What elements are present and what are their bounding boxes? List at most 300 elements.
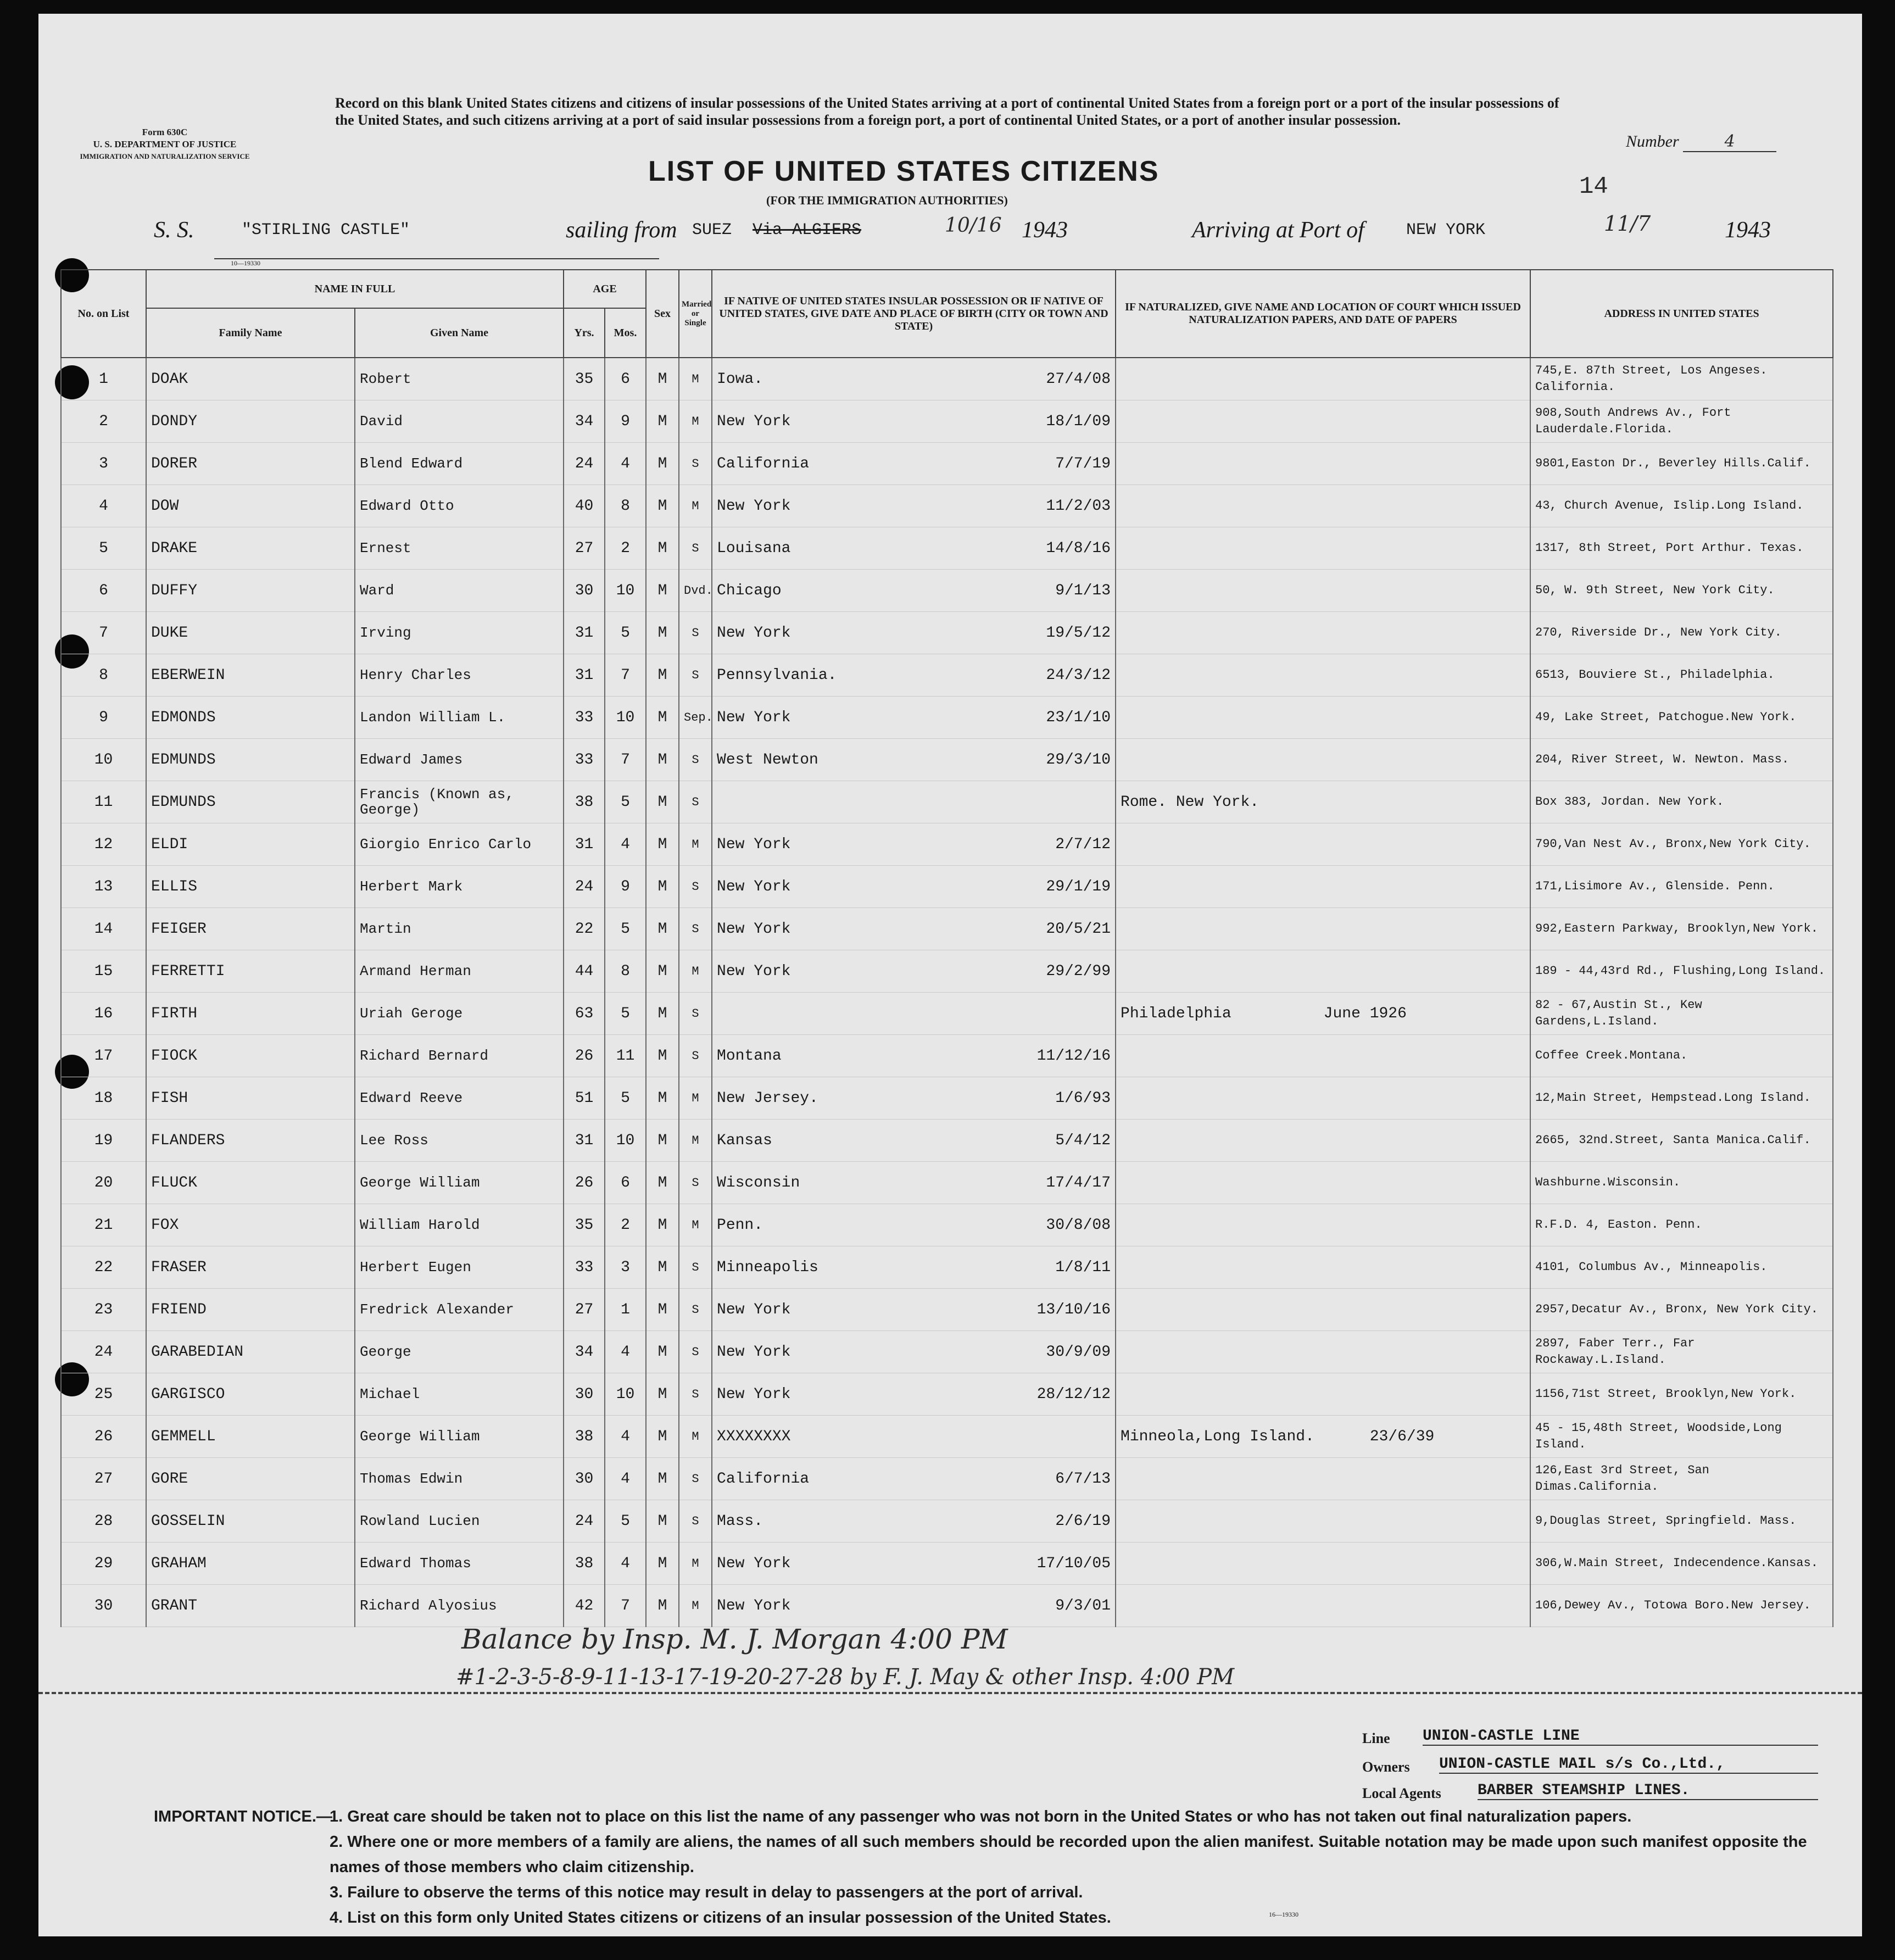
cell-mos: 7 xyxy=(605,654,646,697)
cell-ms: S xyxy=(679,1373,712,1416)
cell-family: GRAHAM xyxy=(146,1543,355,1585)
cell-family: FIOCK xyxy=(146,1035,355,1077)
cell-ms: Sep. xyxy=(679,697,712,739)
table-row xyxy=(61,1543,1833,1585)
list-number: Number 4 xyxy=(1626,132,1776,152)
cell-no: 8 xyxy=(61,654,146,697)
arrive-year: 1943 xyxy=(1725,218,1771,243)
cell-ms: S xyxy=(679,443,712,485)
cell-ms: S xyxy=(679,739,712,781)
cell-given: George xyxy=(355,1331,564,1373)
sailing-from-port: SUEZ xyxy=(692,221,732,240)
cell-no: 11 xyxy=(61,781,146,823)
cell-given: Lee Ross xyxy=(355,1120,564,1162)
cell-sex: M xyxy=(646,485,679,527)
cell-yrs: 40 xyxy=(564,485,605,527)
cell-sex: M xyxy=(646,1035,679,1077)
cell-given: Edward Reeve xyxy=(355,1077,564,1120)
cell-given: Martin xyxy=(355,908,564,950)
cell-no: 2 xyxy=(61,400,146,443)
cell-address: 1317, 8th Street, Port Arthur. Texas. xyxy=(1530,527,1833,570)
agents-label: Local Agents xyxy=(1362,1785,1441,1801)
cell-given: Ward xyxy=(355,570,564,612)
table-row xyxy=(61,1289,1833,1331)
cell-mos: 4 xyxy=(605,1543,646,1585)
cell-nat xyxy=(1116,1077,1530,1120)
cell-yrs: 24 xyxy=(564,443,605,485)
cell-yrs: 30 xyxy=(564,570,605,612)
table-row xyxy=(61,1585,1833,1627)
cell-no: 16 xyxy=(61,993,146,1035)
cell-address: 82 - 67,Austin St., Kew Gardens,L.Island. xyxy=(1530,993,1833,1035)
cell-nat xyxy=(1116,1246,1530,1289)
cell-ms: S xyxy=(679,1035,712,1077)
line-label: Line xyxy=(1362,1730,1390,1746)
cell-family: EDMUNDS xyxy=(146,781,355,823)
cell-yrs: 31 xyxy=(564,1120,605,1162)
cell-mos: 4 xyxy=(605,1331,646,1373)
owners-value: UNION-CASTLE MAIL s/s Co.,Ltd., xyxy=(1439,1756,1818,1774)
cell-family: GEMMELL xyxy=(146,1416,355,1458)
cell-given: Herbert Mark xyxy=(355,866,564,908)
cell-mos: 10 xyxy=(605,1120,646,1162)
notice-heading: IMPORTANT NOTICE.— xyxy=(154,1808,332,1825)
table-row xyxy=(61,1120,1833,1162)
cell-given: William Harold xyxy=(355,1204,564,1246)
cell-sex: M xyxy=(646,993,679,1035)
cell-yrs: 38 xyxy=(564,1416,605,1458)
cell-sex: M xyxy=(646,1416,679,1458)
cell-sex: M xyxy=(646,950,679,993)
cell-yrs: 27 xyxy=(564,527,605,570)
header-yrs: Yrs. xyxy=(564,308,605,358)
cell-family: DUKE xyxy=(146,612,355,654)
table-row xyxy=(61,781,1833,823)
cell-ms: S xyxy=(679,1500,712,1543)
cell-yrs: 44 xyxy=(564,950,605,993)
cell-yrs: 24 xyxy=(564,1500,605,1543)
cell-given: Richard Bernard xyxy=(355,1035,564,1077)
cell-birth: New York 13/10/16 xyxy=(712,1289,1116,1331)
cell-family: FISH xyxy=(146,1077,355,1120)
cell-sex: M xyxy=(646,1585,679,1627)
cell-mos: 7 xyxy=(605,1585,646,1627)
cell-no: 20 xyxy=(61,1162,146,1204)
cell-nat xyxy=(1116,823,1530,866)
cell-family: FRIEND xyxy=(146,1289,355,1331)
cell-no: 27 xyxy=(61,1458,146,1500)
cell-yrs: 51 xyxy=(564,1077,605,1120)
cell-no: 7 xyxy=(61,612,146,654)
cell-mos: 5 xyxy=(605,1077,646,1120)
cell-yrs: 26 xyxy=(564,1162,605,1204)
cell-nat: Philadelphia June 1926 xyxy=(1116,993,1530,1035)
cell-yrs: 31 xyxy=(564,612,605,654)
cell-yrs: 33 xyxy=(564,739,605,781)
cell-family: FLANDERS xyxy=(146,1120,355,1162)
cell-sex: M xyxy=(646,823,679,866)
cell-sex: M xyxy=(646,1331,679,1373)
cell-yrs: 38 xyxy=(564,1543,605,1585)
cell-sex: M xyxy=(646,612,679,654)
cell-nat xyxy=(1116,358,1530,400)
table-row xyxy=(61,527,1833,570)
cell-birth: Chicago 9/1/13 xyxy=(712,570,1116,612)
cell-birth: Pennsylvania. 24/3/12 xyxy=(712,654,1116,697)
table-row xyxy=(61,570,1833,612)
cell-sex: M xyxy=(646,781,679,823)
cell-birth xyxy=(712,781,1116,823)
table-row xyxy=(61,1162,1833,1204)
cell-no: 28 xyxy=(61,1500,146,1543)
cell-family: EDMUNDS xyxy=(146,739,355,781)
cell-birth: Wisconsin 17/4/17 xyxy=(712,1162,1116,1204)
table-row xyxy=(61,358,1833,400)
cell-sex: M xyxy=(646,358,679,400)
cell-given: Michael xyxy=(355,1373,564,1416)
cell-sex: M xyxy=(646,739,679,781)
footer-code: 16—19330 xyxy=(1269,1911,1298,1918)
cell-mos: 9 xyxy=(605,400,646,443)
table-row xyxy=(61,443,1833,485)
cell-ms: S xyxy=(679,781,712,823)
cell-given: George William xyxy=(355,1162,564,1204)
cell-family: FLUCK xyxy=(146,1162,355,1204)
table-row xyxy=(61,1204,1833,1246)
table-row xyxy=(61,1246,1833,1289)
cell-sex: M xyxy=(646,908,679,950)
cell-mos: 4 xyxy=(605,823,646,866)
cell-address: 106,Dewey Av., Totowa Boro.New Jersey. xyxy=(1530,1585,1833,1627)
cell-address: 45 - 15,48th Street, Woodside,Long Island. xyxy=(1530,1416,1833,1458)
inspector-note-2: #1-2-3-5-8-9-11-13-17-19-20-27-28 by F. J. May & other Insp. 4:00 PM xyxy=(456,1664,1235,1690)
cell-mos: 5 xyxy=(605,612,646,654)
cell-sex: M xyxy=(646,443,679,485)
cell-mos: 2 xyxy=(605,1204,646,1246)
cell-given: Landon William L. xyxy=(355,697,564,739)
table-row xyxy=(61,697,1833,739)
cell-ms: S xyxy=(679,908,712,950)
cell-birth: West Newton 29/3/10 xyxy=(712,739,1116,781)
cell-nat xyxy=(1116,1331,1530,1373)
cell-sex: M xyxy=(646,1289,679,1331)
cell-mos: 10 xyxy=(605,570,646,612)
header-no: No. on List xyxy=(61,270,146,358)
cell-no: 4 xyxy=(61,485,146,527)
table-row xyxy=(61,612,1833,654)
cell-family: DRAKE xyxy=(146,527,355,570)
cell-mos: 5 xyxy=(605,993,646,1035)
cell-mos: 6 xyxy=(605,358,646,400)
cell-mos: 4 xyxy=(605,443,646,485)
cell-sex: M xyxy=(646,1120,679,1162)
sail-year: 1943 xyxy=(1022,218,1068,243)
cell-birth: New Jersey. 1/6/93 xyxy=(712,1077,1116,1120)
arriving-port: NEW YORK xyxy=(1406,221,1486,240)
cell-address: 12,Main Street, Hempstead.Long Island. xyxy=(1530,1077,1833,1120)
cell-family: DOW xyxy=(146,485,355,527)
cell-family: ELLIS xyxy=(146,866,355,908)
cell-nat xyxy=(1116,612,1530,654)
cell-yrs: 24 xyxy=(564,866,605,908)
cell-address: 204, River Street, W. Newton. Mass. xyxy=(1530,739,1833,781)
cell-given: Irving xyxy=(355,612,564,654)
cell-nat xyxy=(1116,950,1530,993)
table-row xyxy=(61,1458,1833,1500)
cell-address: 9801,Easton Dr., Beverley Hills.Calif. xyxy=(1530,443,1833,485)
cell-birth: Minneapolis 1/8/11 xyxy=(712,1246,1116,1289)
cell-yrs: 31 xyxy=(564,823,605,866)
cell-ms: M xyxy=(679,1204,712,1246)
cell-given: Herbert Eugen xyxy=(355,1246,564,1289)
cell-ms: S xyxy=(679,1162,712,1204)
cell-given: Robert xyxy=(355,358,564,400)
cell-sex: M xyxy=(646,654,679,697)
cell-birth: Montana 11/12/16 xyxy=(712,1035,1116,1077)
cell-sex: M xyxy=(646,1543,679,1585)
cell-address: R.F.D. 4, Easton. Penn. xyxy=(1530,1204,1833,1246)
line-value: UNION-CASTLE LINE xyxy=(1423,1728,1818,1746)
cell-address: 306,W.Main Street, Indecendence.Kansas. xyxy=(1530,1543,1833,1585)
cell-no: 1 xyxy=(61,358,146,400)
sailing-from-struck: Via ALGIERS xyxy=(753,221,862,240)
cell-yrs: 26 xyxy=(564,1035,605,1077)
cell-sex: M xyxy=(646,1204,679,1246)
cell-ms: Dvd. xyxy=(679,570,712,612)
table-row xyxy=(61,823,1833,866)
cell-mos: 6 xyxy=(605,1162,646,1204)
cell-address: 908,South Andrews Av., Fort Lauderdale.Florida. xyxy=(1530,400,1833,443)
cell-mos: 9 xyxy=(605,866,646,908)
cell-no: 21 xyxy=(61,1204,146,1246)
cell-birth: New York 2/7/12 xyxy=(712,823,1116,866)
cell-no: 24 xyxy=(61,1331,146,1373)
cell-mos: 1 xyxy=(605,1289,646,1331)
cell-family: DORER xyxy=(146,443,355,485)
notice-item: 2. Where one or more members of a family are aliens, the names of all such members should be recorded upon the alien manifest. Suitable notation may be made upon such manifest opposite the names of those members who claim citizenship. xyxy=(330,1833,1807,1876)
header-age: AGE xyxy=(564,270,646,308)
table-row xyxy=(61,1077,1833,1120)
cell-birth: New York 28/12/12 xyxy=(712,1373,1116,1416)
inspector-note: Balance by Insp. M. J. Morgan 4:00 PM xyxy=(461,1623,1008,1655)
cell-mos: 3 xyxy=(605,1246,646,1289)
cell-family: GARGISCO xyxy=(146,1373,355,1416)
cell-family: FOX xyxy=(146,1204,355,1246)
cell-no: 9 xyxy=(61,697,146,739)
cell-nat xyxy=(1116,697,1530,739)
page-subtitle: (FOR THE IMMIGRATION AUTHORITIES) xyxy=(766,193,1008,207)
cell-family: EBERWEIN xyxy=(146,654,355,697)
cell-given: Thomas Edwin xyxy=(355,1458,564,1500)
cell-ms: S xyxy=(679,612,712,654)
cell-birth: California 7/7/19 xyxy=(712,443,1116,485)
sail-date: 10/16 xyxy=(945,214,1002,237)
cell-given: Uriah Geroge xyxy=(355,993,564,1035)
page-title: LIST OF UNITED STATES CITIZENS xyxy=(648,155,1160,187)
cell-nat xyxy=(1116,570,1530,612)
cell-ms: S xyxy=(679,654,712,697)
cell-family: GRANT xyxy=(146,1585,355,1627)
cell-family: EDMONDS xyxy=(146,697,355,739)
cell-given: Rowland Lucien xyxy=(355,1500,564,1543)
cell-birth: Louisana 14/8/16 xyxy=(712,527,1116,570)
cell-yrs: 33 xyxy=(564,1246,605,1289)
cell-nat xyxy=(1116,443,1530,485)
table-row xyxy=(61,1416,1833,1458)
cell-birth: New York 18/1/09 xyxy=(712,400,1116,443)
cell-address: 50, W. 9th Street, New York City. xyxy=(1530,570,1833,612)
cell-nat xyxy=(1116,908,1530,950)
header-naturalized: IF NATURALIZED, GIVE NAME AND LOCATION OF COURT WHICH ISSUED NATURALIZATION PAPERS, AND DATE OF PAPERS xyxy=(1116,270,1530,358)
cell-ms: S xyxy=(679,1246,712,1289)
cell-given: Giorgio Enrico Carlo xyxy=(355,823,564,866)
notice-list xyxy=(330,1804,1824,1930)
cell-given: Henry Charles xyxy=(355,654,564,697)
cell-family: GORE xyxy=(146,1458,355,1500)
cell-address: 4101, Columbus Av., Minneapolis. xyxy=(1530,1246,1833,1289)
cell-yrs: 34 xyxy=(564,400,605,443)
cell-no: 6 xyxy=(61,570,146,612)
cell-yrs: 38 xyxy=(564,781,605,823)
cell-sex: M xyxy=(646,400,679,443)
cell-address: 6513, Bouviere St., Philadelphia. xyxy=(1530,654,1833,697)
cell-sex: M xyxy=(646,866,679,908)
cell-family: DOAK xyxy=(146,358,355,400)
cell-birth: California 6/7/13 xyxy=(712,1458,1116,1500)
cell-no: 14 xyxy=(61,908,146,950)
header-sex: Sex xyxy=(646,270,679,358)
table-row xyxy=(61,485,1833,527)
cell-mos: 5 xyxy=(605,908,646,950)
cell-sex: M xyxy=(646,1458,679,1500)
cell-address: Coffee Creek.Montana. xyxy=(1530,1035,1833,1077)
header-birth: IF NATIVE OF UNITED STATES INSULAR POSSESSION OR IF NATIVE OF UNITED STATES, GIVE DATE AND PLACE OF BIRTH (CITY OR TOWN AND STATE) xyxy=(712,270,1116,358)
cell-address: 49, Lake Street, Patchogue.New York. xyxy=(1530,697,1833,739)
arrive-date: 11/7 xyxy=(1604,211,1651,236)
cell-nat xyxy=(1116,739,1530,781)
cell-yrs: 42 xyxy=(564,1585,605,1627)
cell-ms: S xyxy=(679,993,712,1035)
cell-given: Richard Alyosius xyxy=(355,1585,564,1627)
cell-nat xyxy=(1116,527,1530,570)
table-row xyxy=(61,1331,1833,1373)
cell-sex: M xyxy=(646,1500,679,1543)
cell-birth: Iowa. 27/4/08 xyxy=(712,358,1116,400)
table-row xyxy=(61,654,1833,697)
cell-nat xyxy=(1116,1162,1530,1204)
cell-no: 15 xyxy=(61,950,146,993)
owners-label: Owners xyxy=(1362,1759,1410,1775)
cell-given: Armand Herman xyxy=(355,950,564,993)
cell-mos: 7 xyxy=(605,739,646,781)
cell-given: Edward Otto xyxy=(355,485,564,527)
cell-nat xyxy=(1116,1585,1530,1627)
cell-ms: M xyxy=(679,358,712,400)
cell-ms: S xyxy=(679,866,712,908)
header-address: ADDRESS IN UNITED STATES xyxy=(1530,270,1833,358)
cell-ms: M xyxy=(679,400,712,443)
cell-sex: M xyxy=(646,1077,679,1120)
cell-ms: M xyxy=(679,1585,712,1627)
cell-address: 189 - 44,43rd Rd., Flushing,Long Island. xyxy=(1530,950,1833,993)
cell-address: 270, Riverside Dr., New York City. xyxy=(1530,612,1833,654)
cell-nat: Rome. New York. xyxy=(1116,781,1530,823)
cell-no: 12 xyxy=(61,823,146,866)
cell-no: 29 xyxy=(61,1543,146,1585)
cell-yrs: 33 xyxy=(564,697,605,739)
header-given-name: Given Name xyxy=(355,308,564,358)
cell-no: 26 xyxy=(61,1416,146,1458)
cell-mos: 10 xyxy=(605,697,646,739)
cell-address: 992,Eastern Parkway, Brooklyn,New York. xyxy=(1530,908,1833,950)
notice-item: 1. Great care should be taken not to place on this list the name of any passenger who was not born in the United States or who has not taken out final naturalization papers. xyxy=(330,1808,1632,1825)
header-family-name: Family Name xyxy=(146,308,355,358)
cell-yrs: 35 xyxy=(564,358,605,400)
cell-birth: New York 19/5/12 xyxy=(712,612,1116,654)
cell-nat xyxy=(1116,485,1530,527)
cell-address: 2665, 32nd.Street, Santa Manica.Calif. xyxy=(1530,1120,1833,1162)
cell-no: 25 xyxy=(61,1373,146,1416)
cell-address: 790,Van Nest Av., Bronx,New York City. xyxy=(1530,823,1833,866)
cell-address: 2897, Faber Terr., Far Rockaway.L.Island. xyxy=(1530,1331,1833,1373)
cell-yrs: 22 xyxy=(564,908,605,950)
table-row xyxy=(61,993,1833,1035)
cell-no: 23 xyxy=(61,1289,146,1331)
notice-item: 4. List on this form only United States citizens or citizens of an insular possession of the United States. xyxy=(330,1909,1111,1926)
cell-given: Ernest xyxy=(355,527,564,570)
cell-ms: M xyxy=(679,823,712,866)
cell-no: 13 xyxy=(61,866,146,908)
stamp-number: 14 xyxy=(1579,173,1608,201)
cell-no: 18 xyxy=(61,1077,146,1120)
cell-birth: New York 29/1/19 xyxy=(712,866,1116,908)
cell-address: 171,Lisimore Av., Glenside. Penn. xyxy=(1530,866,1833,908)
cell-yrs: 27 xyxy=(564,1289,605,1331)
cell-mos: 4 xyxy=(605,1458,646,1500)
cell-given: Edward Thomas xyxy=(355,1543,564,1585)
cell-ms: M xyxy=(679,485,712,527)
cell-nat xyxy=(1116,654,1530,697)
cell-mos: 11 xyxy=(605,1035,646,1077)
cell-given: Blend Edward xyxy=(355,443,564,485)
cell-ms: S xyxy=(679,527,712,570)
cell-ms: S xyxy=(679,1289,712,1331)
cell-given: George William xyxy=(355,1416,564,1458)
cell-birth: New York 20/5/21 xyxy=(712,908,1116,950)
cell-mos: 4 xyxy=(605,1416,646,1458)
cell-yrs: 63 xyxy=(564,993,605,1035)
table-row xyxy=(61,400,1833,443)
cell-nat xyxy=(1116,1035,1530,1077)
passenger-table xyxy=(60,269,1833,1627)
cell-given: Francis (Known as, George) xyxy=(355,781,564,823)
cell-mos: 8 xyxy=(605,485,646,527)
cell-nat xyxy=(1116,1543,1530,1585)
cell-address: Washburne.Wisconsin. xyxy=(1530,1162,1833,1204)
cell-yrs: 30 xyxy=(564,1373,605,1416)
cell-nat xyxy=(1116,400,1530,443)
cell-address: 2957,Decatur Av., Bronx, New York City. xyxy=(1530,1289,1833,1331)
cell-sex: M xyxy=(646,1162,679,1204)
cell-address: Box 383, Jordan. New York. xyxy=(1530,781,1833,823)
cell-sex: M xyxy=(646,1373,679,1416)
cell-nat xyxy=(1116,1204,1530,1246)
cell-address: 745,E. 87th Street, Los Angeses. California. xyxy=(1530,358,1833,400)
cell-ms: S xyxy=(679,1331,712,1373)
header-married: Married or Single xyxy=(679,270,712,358)
agents-value: BARBER STEAMSHIP LINES. xyxy=(1478,1782,1818,1800)
table-row xyxy=(61,1373,1833,1416)
